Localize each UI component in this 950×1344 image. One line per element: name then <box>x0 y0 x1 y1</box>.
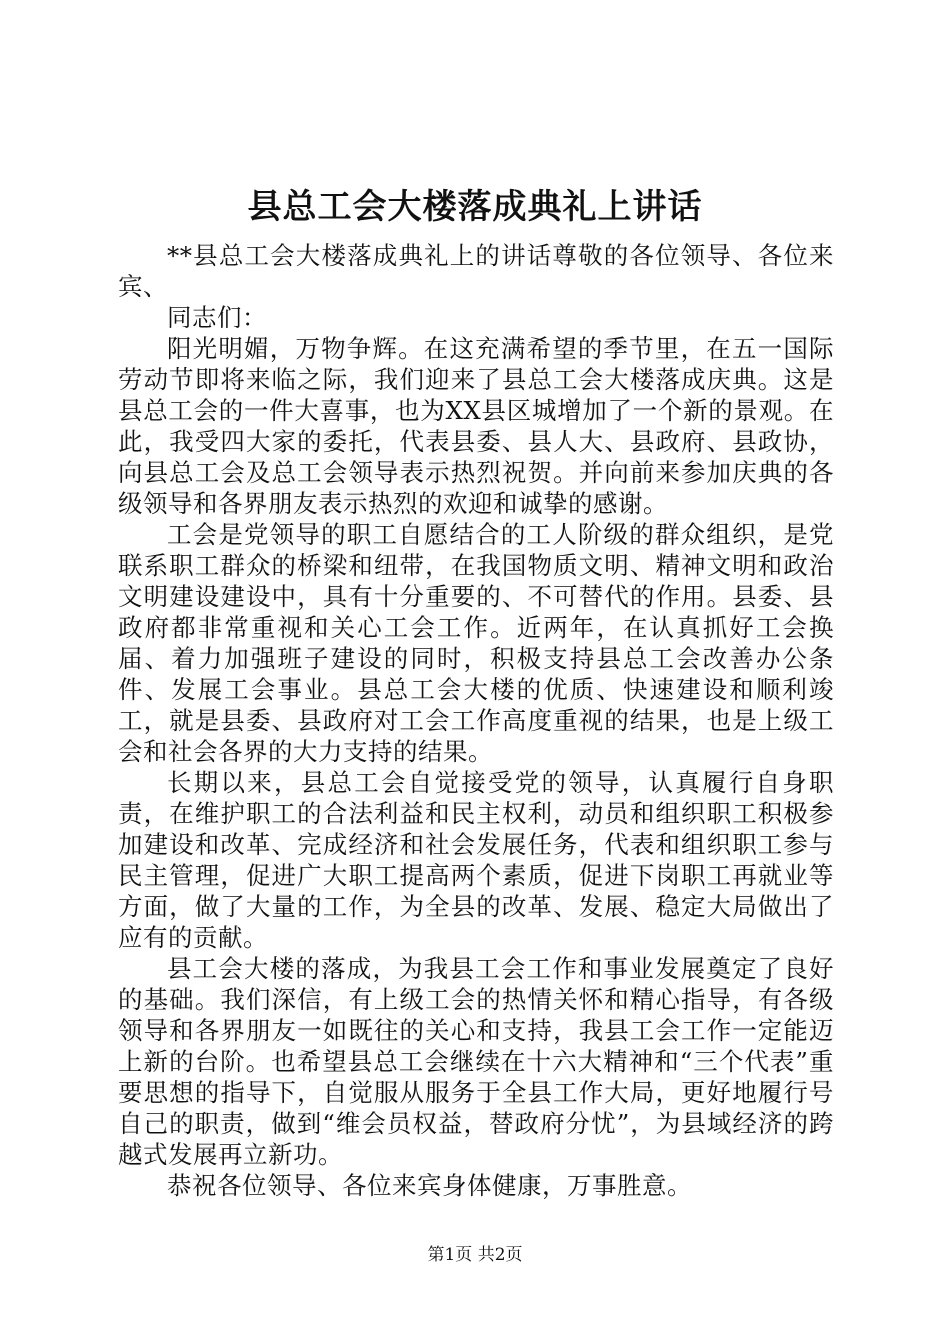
paragraph-salutation: 同志们： <box>167 303 267 332</box>
paragraph-achievements: 长期以来，县总工会自觉接受党的领导，认真履行自身职责，在维护职工的合法利益和民主权利，动员和组织职工积极参加建设和改革、完成经济和社会发展任务，代表和组织职工参与民主管理，促进广大职工提高两个素质，促进下岗职工再就业等方面，做了大量的工作，为全县的改革、发展、稳定大局做出了应有的贡献。 <box>118 768 834 952</box>
page-number: 第1页 共2页 <box>427 1245 523 1265</box>
paragraph-greeting: 阳光明媚，万物争辉。在这充满希望的季节里，在五一国际劳动节即将来临之际，我们迎来了县总工会大楼落成庆典。这是县总工会的一件大喜事，也为XX县区城增加了一个新的景观。在此，我受四大家的委托，代表县委、县人大、县政府、县政协，向县总工会及总工会领导表示热烈祝贺。并向前来参加庆典的各级领导和各界朋友表示热烈的欢迎和诚挚的感谢。 <box>118 334 834 518</box>
document-body <box>118 240 834 1201</box>
paragraph-opening: **县总工会大楼落成典礼上的讲话尊敬的各位领导、各位来宾、 <box>118 241 834 301</box>
paragraph-hopes: 县工会大楼的落成，为我县工会工作和事业发展奠定了良好的基础。我们深信，有上级工会的热情关怀和精心指导，有各级领导和各界朋友一如既往的关心和支持，我县工会工作一定能迈上新的台阶。也希望县总工会继续在十六大精神和“三个代表”重要思想的指导下，自觉服从服务于全县工作大局，更好地履行号自己的职责，做到“维会员权益，替政府分忧”，为县域经济的跨越式发展再立新功。 <box>118 954 834 1169</box>
paragraph-union-role: 工会是党领导的职工自愿结合的工人阶级的群众组织，是党联系职工群众的桥梁和纽带，在我国物质文明、精神文明和政治文明建设建设中，具有十分重要的、不可替代的作用。县委、县政府都非常重视和关心工会工作。近两年，在认真抓好工会换届、着力加强班子建设的同时，积极支持县总工会改善办公条件、发展工会事业。县总工会大楼的优质、快速建设和顺利竣工，就是县委、县政府对工会工作高度重视的结果，也是上级工会和社会各界的大力支持的结果。 <box>118 520 834 766</box>
paragraph-closing: 恭祝各位领导、各位来宾身体健康，万事胜意。 <box>167 1171 692 1200</box>
document-title: 县总工会大楼落成典礼上讲话 <box>247 187 703 227</box>
